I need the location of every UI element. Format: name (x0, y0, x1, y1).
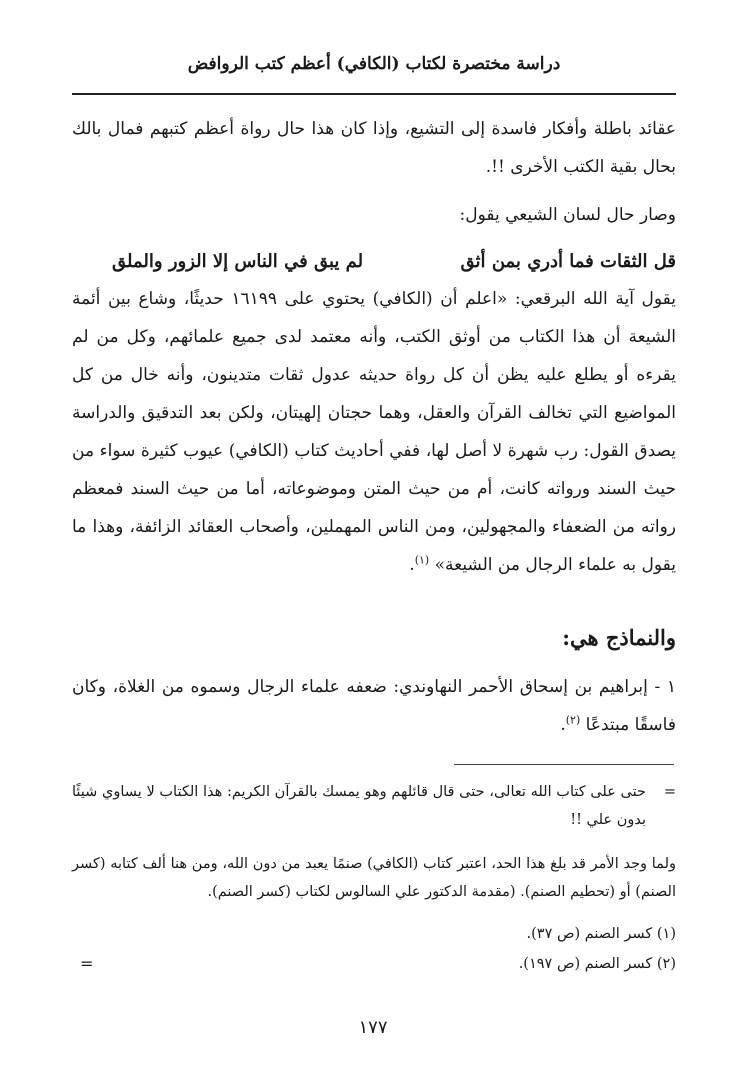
header-divider (72, 93, 676, 95)
footnote-continues-mark: = (80, 954, 94, 973)
footnote-continuation-text: حتى على كتاب الله تعالى، حتى قال قائلهم وهو يمسك بالقرآن الكريم: هذا الكتاب لا يساوي شيئًا بدون علي !! (72, 784, 646, 828)
section-heading-examples: والنماذج هي: (562, 625, 676, 650)
footnote-1: (١) كسر الصنم (ص ٣٧). (526, 926, 676, 942)
verse-first-hemistich: قل الثقات فما أدري بمن أثق (460, 251, 676, 272)
example-1-text: ١ - إبراهيم بن إسحاق الأحمر النهاوندي: ضعفه علماء الرجال وسموه من الغلاة، وكان فاسقًا مبتدعًا (72, 677, 676, 735)
paragraph-beliefs: عقائد باطلة وأفكار فاسدة إلى التشيع، وإذا كان هذا حال رواة أعظم كتبهم فمال بالك بحال بقية الكتب الأخرى !!. (72, 119, 676, 177)
barqai-quote-text: يقول آية الله البرقعي: «اعلم أن (الكافي) يحتوي على ١٦١٩٩ حديثًا، وشاع بين أئمة الشيعة أن هذا الكتاب من أوثق الكتب، وأنه معتمد لدى جميع علمائهم، وكل من لم يقرءه أو يطلع عليه يظن أن كل رواة حديثه عدول ثقات متدينون، وأنه خال من كل المواضيع التي تخالف القرآن والعقل، وهما حجتان إلهيتان، ولكن بعد التدقيق والدراسة يصدق القول: رب شهرة لا أصل لها، ففي أحاديث كتاب (الكافي) عيوب كثيرة سواء من حيث السند ورواته كانت، أم من حيث المتن وموضوعاته، أما من حيث السند فمعظم رواته من الضعفاء والمجهولين، ومن الناس المهملين، وأصحاب العقائد الزائفة، وهذا ما يقول به علماء الرجال من الشيعة» (72, 289, 676, 575)
paragraph-example-1: ١ - إبراهيم بن إسحاق الأحمر النهاوندي: ضعفه علماء الرجال وسموه من الغلاة، وكان فاسقًا مبتدعًا $^{(٢)}$. (72, 677, 676, 735)
footnote-continuation (72, 778, 676, 834)
footnote-ref-1: (١) (414, 553, 430, 567)
verse-second-hemistich: لم يبق في الناس إلا الزور والملق (112, 251, 364, 272)
footnote-2: (٢) كسر الصنم (ص ١٩٧). (518, 956, 676, 972)
paragraph-shia-saying: وصار حال لسان الشيعي يقول: (459, 205, 676, 225)
poem-verse (72, 244, 676, 284)
page-number: ١٧٧ (358, 1017, 388, 1038)
paragraph-barqai-quote: يقول آية الله البرقعي: «اعلم أن (الكافي) يحتوي على ١٦١٩٩ حديثًا، وشاع بين أئمة الشيعة أن هذا الكتاب من أوثق الكتب، وأنه معتمد لدى جميع علمائهم، وكل من لم يقرءه أو يطلع عليه يظن أن كل رواة حديثه عدول ثقات متدينون، وأنه خال من كل المواضيع التي تخالف القرآن والعقل، وهما حجتان إلهيتان، ولكن بعد التدقيق والدراسة يصدق القول: رب شهرة لا أصل لها، ففي أحاديث كتاب (الكافي) عيوب كثيرة سواء من حيث السند ورواته كانت، أم من حيث المتن وموضوعاته، أما من حيث السند فمعظم رواته من الضعفاء والمجهولين، ومن الناس المهملين، وأصحاب العقائد الزائفة، وهذا ما يقول به علماء الرجال من الشيعة» $^{(١)}$. (72, 289, 676, 575)
footnote-ref-2: (٢) (565, 713, 581, 727)
continuation-mark: = (663, 784, 676, 800)
footnote-divider (454, 764, 674, 765)
running-header: دراسة مختصرة لكتاب (الكافي) أعظم كتب الروافض (187, 54, 561, 74)
footnote-paragraph: ولما وجد الأمر قد بلغ هذا الحد، اعتبر كتاب (الكافي) صنمًا يعبد من دون الله، ومن هنا ألف كتابه (كسر الصنم) أو (تحطيم الصنم). (مقدمة الدكتور علي السالوس لكتاب (كسر الصنم). (72, 856, 676, 900)
